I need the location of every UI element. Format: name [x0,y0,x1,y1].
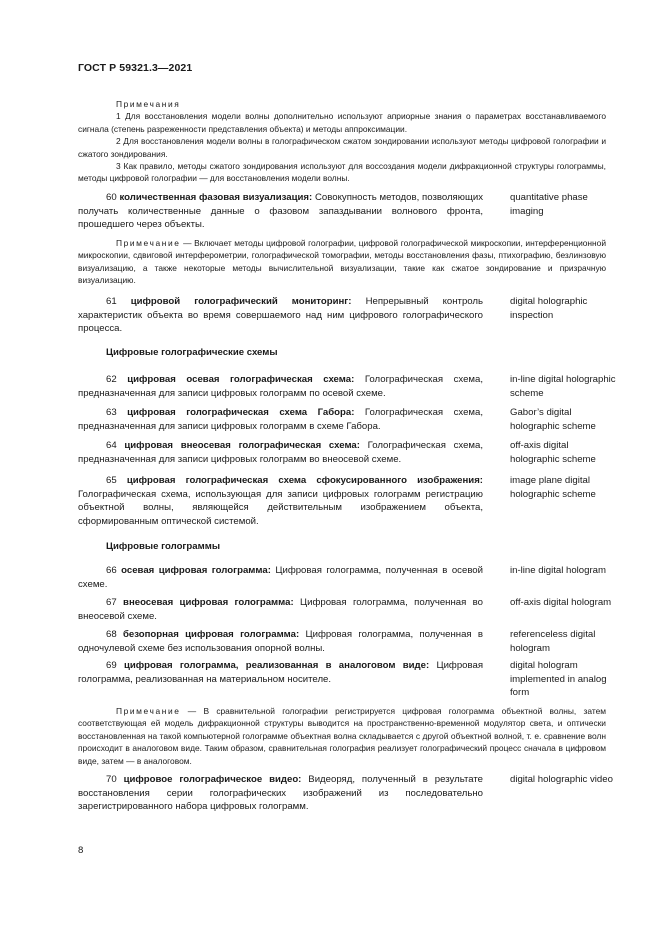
term-entry-62 [78,373,618,400]
entry-english-term: in-line digital hologram [510,565,606,576]
entry-definition-text: Голографическая схема, предназначенная для записи цифровых голограмм во внеосевой схеме. [78,440,484,465]
entry-number: 60 [106,192,117,203]
term-entry-67 [78,596,618,623]
entry-term: безопорная цифровая голограмма: [122,629,300,640]
notes-heading: Примечания [116,99,181,109]
entry-number: 63 [106,407,117,418]
entry-definition [78,628,483,655]
entry-definition-text: Голографическая схема, предназначенная для записи цифровых голограмм по осевой схеме. [78,374,484,399]
entry-english-term: digital holographic inspection [510,296,588,321]
term-entry-69 [78,659,618,700]
entry-definition [78,373,483,400]
entry-term: цифровая голограмма, реализованная в аналоговом виде: [123,660,430,671]
note-label: Примечание [116,706,181,716]
entry-term: осевая цифровая голограмма: [121,565,271,576]
entry-term: цифровая осевая голографическая схема: [127,374,355,385]
entry-definition-text: Видеоряд, полученный в результате восстановления серии голографических изображений из последовательно зарегистрированного набора цифровых голограмм. [78,774,483,813]
entry-definition [78,596,483,623]
entry-number: 65 [106,475,117,486]
note-item: 2 Для восстановления модели волны в голографическом сжатом зондировании используют методы цифровой голографии и сжатого зондирования. [78,136,606,159]
entry-number: 64 [106,440,117,451]
entry-definition [78,773,483,814]
entry-definition [78,295,483,336]
term-entry-66 [78,564,618,591]
page-number: 8 [78,845,84,856]
term-entry-63 [78,406,618,433]
entry-term: количественная фазовая визуализация: [119,192,313,203]
entry-definition-text: Цифровая голограмма, полученная во внеосевой схеме. [78,597,483,622]
section-heading-holograms: Цифровые голограммы [106,541,221,552]
entry-english-term: off-axis digital hologram [510,597,612,608]
entry-term: цифровой голографический мониторинг: [130,296,352,307]
note-item: 3 Как правило, методы сжатого зондирования используют для воссоздания модели дифракционной структуры голограммы, методы цифровой голографии — для восстановления модели волны. [78,161,606,184]
note-69 [78,705,606,767]
entry-term: цифровое голографическое видео: [123,774,302,785]
term-entry-65 [78,474,618,528]
note-item: 1 Для восстановления модели волны дополнительно используют априорные знания о параметрах восстанавливаемого сигнала (степень разреженности представления объекта) и методы аппроксимации. [78,111,606,134]
entry-definition [78,474,483,528]
note-60 [78,237,606,287]
entry-definition-text: Голографическая схема, предназначенная для записи цифровых голограмм в схеме Габора. [78,407,483,432]
entry-definition [78,191,483,232]
entry-english-term: digital holographic video [510,774,613,785]
section-heading-schemes: Цифровые голографические схемы [106,347,278,358]
entry-number: 62 [106,374,117,385]
entry-number: 66 [106,565,117,576]
entry-english-term: Gabor’s digital holographic scheme [510,407,596,432]
entry-english-term: off-axis digital holographic scheme [510,440,596,465]
term-entry-70 [78,773,618,814]
entry-number: 67 [106,597,117,608]
note-label: Примечание [116,238,181,248]
entry-definition-text: Цифровая голограмма, полученная в одночулевой схеме без использования опорной волны. [78,629,483,654]
entry-number: 69 [106,660,117,671]
notes-block [78,98,606,185]
entry-english-term: digital hologram implemented in analog form [510,660,607,699]
entry-definition-text: Цифровая голограмма, полученная в осевой схеме. [78,565,483,590]
entry-english-term: in-line digital holographic scheme [510,374,616,399]
entry-english-term: referenceless digital hologram [510,629,596,654]
entry-number: 68 [106,629,117,640]
term-entry-61 [78,295,618,336]
term-entry-60 [78,191,618,232]
entry-definition-text: Совокупность методов, позволяющих получать количественные данные о фазовом запаздывании волнового фронта, прошедшего через объекты. [78,192,484,231]
entry-definition [78,406,483,433]
entry-definition [78,439,483,466]
term-entry-64 [78,439,618,466]
entry-number: 61 [106,296,117,307]
entry-term: цифровая голографическая схема сфокусированного изображения: [126,475,483,486]
entry-term: цифровая голографическая схема Габора: [127,407,355,418]
entry-definition [78,659,483,700]
entry-english-term: image plane digital holographic scheme [510,475,596,500]
entry-term: цифровая внеосевая голографическая схема: [124,440,360,451]
entry-definition-text: Цифровая голограмма, реализованная на материальном носителе. [78,660,484,685]
entry-term: внеосевая цифровая голограмма: [123,597,294,608]
entry-number: 70 [106,774,117,785]
entry-english-term: quantitative phase imaging [510,192,588,217]
entry-definition [78,564,483,591]
document-code: ГОСТ Р 59321.3—2021 [78,62,193,74]
note-text: — В сравнительной голографии регистрируется цифровая голограмма объектной волны, затем соответствующая ей модель дифракционной структуры выводится на пространственно-временной модулятор света, и оптически восстановленная на такой компьютерной голограмме объектная волна складывается с другой объектной волной, т. е. сравнение волн происходит в аналоговом виде. Таким образом, сравнительная голография реализует голографический процесс сначала в цифровом виде, затем — в аналоговом. [78,706,606,766]
note-text: — Включает методы цифровой голографии, цифровой голографической микроскопии, интерференционной микроскопии, сдвиговой интерферометрии, голографической томографии, методы восстановления фазы, птихографию, безлинзовую визуализацию, а также некоторые методы вычислительной визуализации, такие как сжатое зондирование и призрачную визуализацию. [78,238,606,286]
term-entry-68 [78,628,618,655]
entry-definition-text: Непрерывный контроль характеристик объекта во время совершаемого над ним цифрового голографического процесса. [78,296,484,335]
entry-definition-text: Голографическая схема, использующая для записи цифровых голограмм регистрацию объектной волны, являющейся действительным изображением объекта, сформированным оптической системой. [78,488,483,527]
